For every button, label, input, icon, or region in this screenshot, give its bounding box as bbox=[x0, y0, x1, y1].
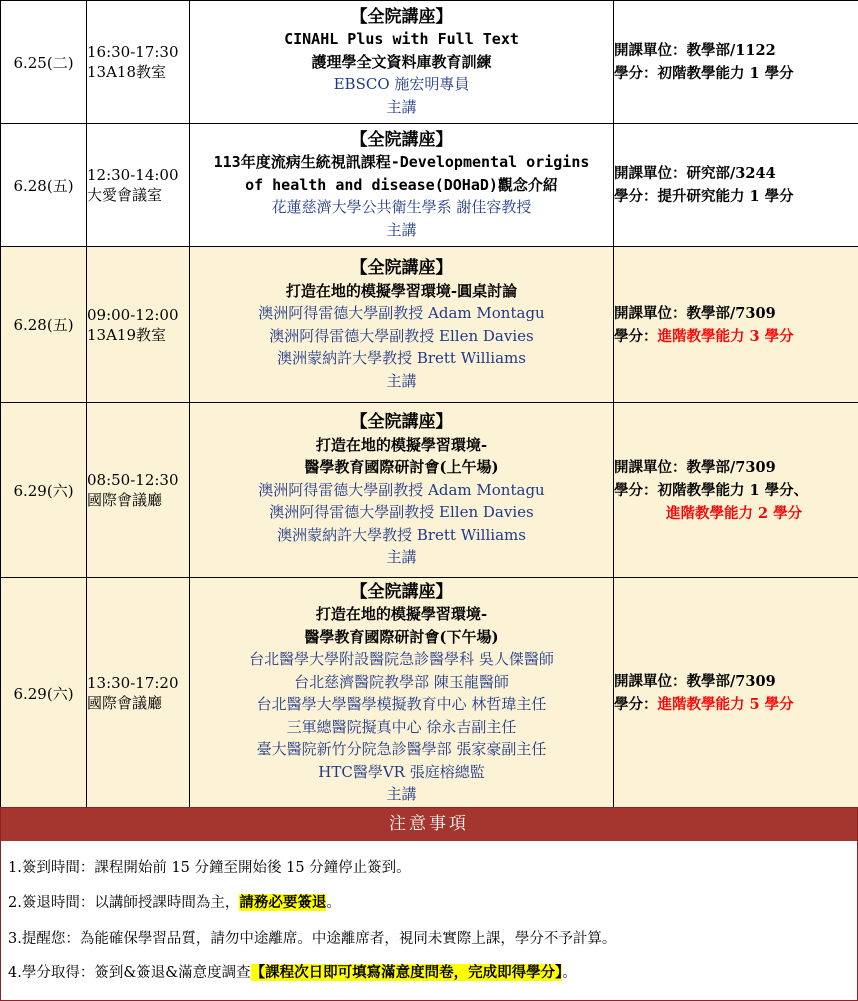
course-speaker: HTC醫學VR 張庭榕總監 bbox=[318, 762, 485, 781]
course-date: 6.29(六) bbox=[1, 578, 87, 809]
credit-label: 學分： bbox=[614, 65, 658, 82]
course-credit bbox=[614, 693, 858, 716]
course-title-line: 打造在地的模擬學習環境-圓桌討論 bbox=[285, 281, 518, 300]
course-credit-info bbox=[614, 1, 858, 124]
course-speaker-role: 主講 bbox=[386, 220, 417, 239]
course-speaker-role: 主講 bbox=[386, 371, 417, 390]
course-title-line: 打造在地的模擬學習環境- bbox=[315, 605, 488, 623]
course-title-line: 打造在地的模擬學習環境- bbox=[315, 435, 488, 454]
credit-value: 初階教學能力 1 學分、 bbox=[657, 481, 809, 499]
course-date: 6.28(五) bbox=[1, 247, 87, 403]
course-title-line: 113年度流病生統視訊課程-Developmental origins bbox=[213, 153, 590, 172]
credit-value: 初階教學能力 1 學分 bbox=[657, 65, 794, 82]
course-title-line: 護理學全文資料庫教育訓練 bbox=[311, 52, 492, 71]
credit-label: 學分： bbox=[614, 327, 658, 345]
notice-text-tail: 。 bbox=[326, 895, 341, 911]
notice-highlight: 【課程次日即可填寫滿意度問卷，完成即得學分】 bbox=[250, 964, 563, 981]
notice-text: 1.簽到時間：課程開始前 15 分鐘至開始後 15 分鐘停止簽到。 bbox=[8, 860, 411, 876]
course-speaker-role: 主講 bbox=[386, 785, 417, 803]
course-credit-info bbox=[614, 124, 858, 247]
course-unit: 開課單位：教學部/7309 bbox=[614, 673, 776, 690]
course-time-location bbox=[87, 124, 190, 247]
course-room: 大愛會議室 bbox=[87, 186, 163, 204]
course-topic bbox=[190, 247, 614, 403]
course-date: 6.29(六) bbox=[1, 403, 87, 578]
notice-item bbox=[8, 928, 616, 950]
course-category: 【全院講座】 bbox=[350, 6, 453, 27]
course-unit: 開課單位：教學部/1122 bbox=[614, 42, 776, 59]
course-speaker: 澳洲蒙納許大學教授 Brett Williams bbox=[277, 525, 526, 544]
course-time: 12:30-14:00 bbox=[87, 166, 179, 184]
course-topic bbox=[190, 124, 614, 247]
course-topic bbox=[190, 403, 614, 578]
course-speaker: 澳洲阿得雷德大學副教授 Adam Montagu bbox=[258, 480, 545, 499]
course-speaker: 台北醫學大學附設醫院急診醫學科 吳人傑醫師 bbox=[249, 650, 554, 668]
course-speaker: 三軍總醫院擬真中心 徐永吉副主任 bbox=[286, 717, 517, 736]
table-row bbox=[1, 247, 858, 403]
credit-label: 學分： bbox=[614, 481, 658, 499]
course-category: 【全院講座】 bbox=[350, 129, 453, 150]
course-unit: 開課單位：教學部/7309 bbox=[614, 304, 776, 322]
table-row bbox=[1, 1, 858, 124]
notice-text-tail: 。 bbox=[562, 965, 577, 981]
course-speaker: 花蓮慈濟大學公共衛生學系 謝佳容教授 bbox=[271, 198, 532, 217]
course-title-line: 醫學教育國際研討會(上午場) bbox=[304, 458, 499, 477]
table-row bbox=[1, 124, 858, 247]
course-credit bbox=[614, 325, 858, 348]
course-speaker: EBSCO 施宏明專員 bbox=[333, 75, 470, 94]
course-topic bbox=[190, 1, 614, 124]
course-credit-info bbox=[614, 403, 858, 578]
course-speaker: 臺大醫院新竹分院急診醫學部 張家豪副主任 bbox=[256, 740, 547, 758]
course-credit bbox=[614, 479, 858, 502]
notice-text: 4.學分取得：簽到&簽退&滿意度調查 bbox=[8, 965, 251, 981]
credit-value: 提升研究能力 1 學分 bbox=[657, 188, 794, 205]
course-category: 【全院講座】 bbox=[350, 412, 453, 433]
course-speaker: 台北醫學大學醫學模擬教育中心 林哲瑋主任 bbox=[256, 695, 547, 713]
course-speaker: 澳洲阿得雷德大學副教授 Ellen Davies bbox=[269, 503, 534, 522]
course-speaker: 澳洲阿得雷德大學副教授 Adam Montagu bbox=[258, 304, 545, 322]
notice-highlight: 請務必要簽退 bbox=[239, 894, 327, 911]
course-title-line: 醫學教育國際研討會(下午場) bbox=[304, 627, 499, 646]
course-time: 16:30-17:30 bbox=[87, 43, 179, 61]
course-room: 13A19教室 bbox=[87, 325, 167, 344]
table-row bbox=[1, 578, 858, 809]
course-speaker: 澳洲阿得雷德大學副教授 Ellen Davies bbox=[269, 326, 534, 345]
course-time-location bbox=[87, 247, 190, 403]
course-title-line: of health and disease(DOHaD)觀念介紹 bbox=[245, 175, 558, 194]
notice-title: 注意事項 bbox=[1, 808, 857, 841]
course-credit-info bbox=[614, 578, 858, 809]
course-time-location bbox=[87, 403, 190, 578]
course-room: 國際會議廳 bbox=[87, 491, 163, 509]
credit-value-highlight: 進階教學能力 5 學分 bbox=[657, 696, 794, 713]
course-speaker: 台北慈濟醫院教學部 陳玉龍醫師 bbox=[294, 672, 509, 691]
course-speaker: 澳洲蒙納許大學教授 Brett Williams bbox=[277, 349, 526, 367]
notice-item bbox=[8, 892, 341, 914]
credit-value-highlight: 進階教學能力 3 學分 bbox=[657, 327, 794, 345]
course-speaker-role: 主講 bbox=[386, 548, 417, 567]
course-time-location bbox=[87, 1, 190, 124]
notice-item bbox=[8, 857, 411, 879]
notice-item bbox=[8, 962, 577, 984]
course-credit-info bbox=[614, 247, 858, 403]
notice-panel bbox=[0, 807, 858, 1001]
course-credit bbox=[614, 62, 858, 85]
course-category: 【全院講座】 bbox=[350, 581, 453, 602]
course-time: 09:00-12:00 bbox=[87, 305, 179, 324]
table-row bbox=[1, 403, 858, 578]
course-time: 08:50-12:30 bbox=[87, 471, 179, 489]
credit-label: 學分： bbox=[614, 696, 658, 713]
credit-label: 學分： bbox=[614, 188, 658, 205]
notice-text: 2.簽退時間：以講師授課時間為主， bbox=[8, 895, 240, 911]
course-unit: 開課單位：教學部/7309 bbox=[614, 458, 776, 476]
course-title-line: CINAHL Plus with Full Text bbox=[284, 30, 519, 49]
course-speaker-role: 主講 bbox=[386, 97, 417, 116]
course-room: 國際會議廳 bbox=[87, 694, 163, 712]
course-date: 6.28(五) bbox=[1, 124, 87, 247]
course-topic bbox=[190, 578, 614, 809]
course-time: 13:30-17:20 bbox=[87, 674, 179, 692]
notice-text: 3.提醒您：為能確保學習品質，請勿中途離席。中途離席者，視同未實際上課，學分不予計算。 bbox=[8, 931, 617, 947]
course-unit: 開課單位：研究部/3244 bbox=[614, 165, 776, 182]
credit-value-highlight: 進階教學能力 2 學分 bbox=[666, 504, 803, 522]
course-date: 6.25(二) bbox=[1, 1, 87, 124]
course-time-location bbox=[87, 578, 190, 809]
course-room: 13A18教室 bbox=[87, 63, 167, 81]
course-category: 【全院講座】 bbox=[350, 258, 453, 278]
course-credit bbox=[614, 185, 858, 208]
